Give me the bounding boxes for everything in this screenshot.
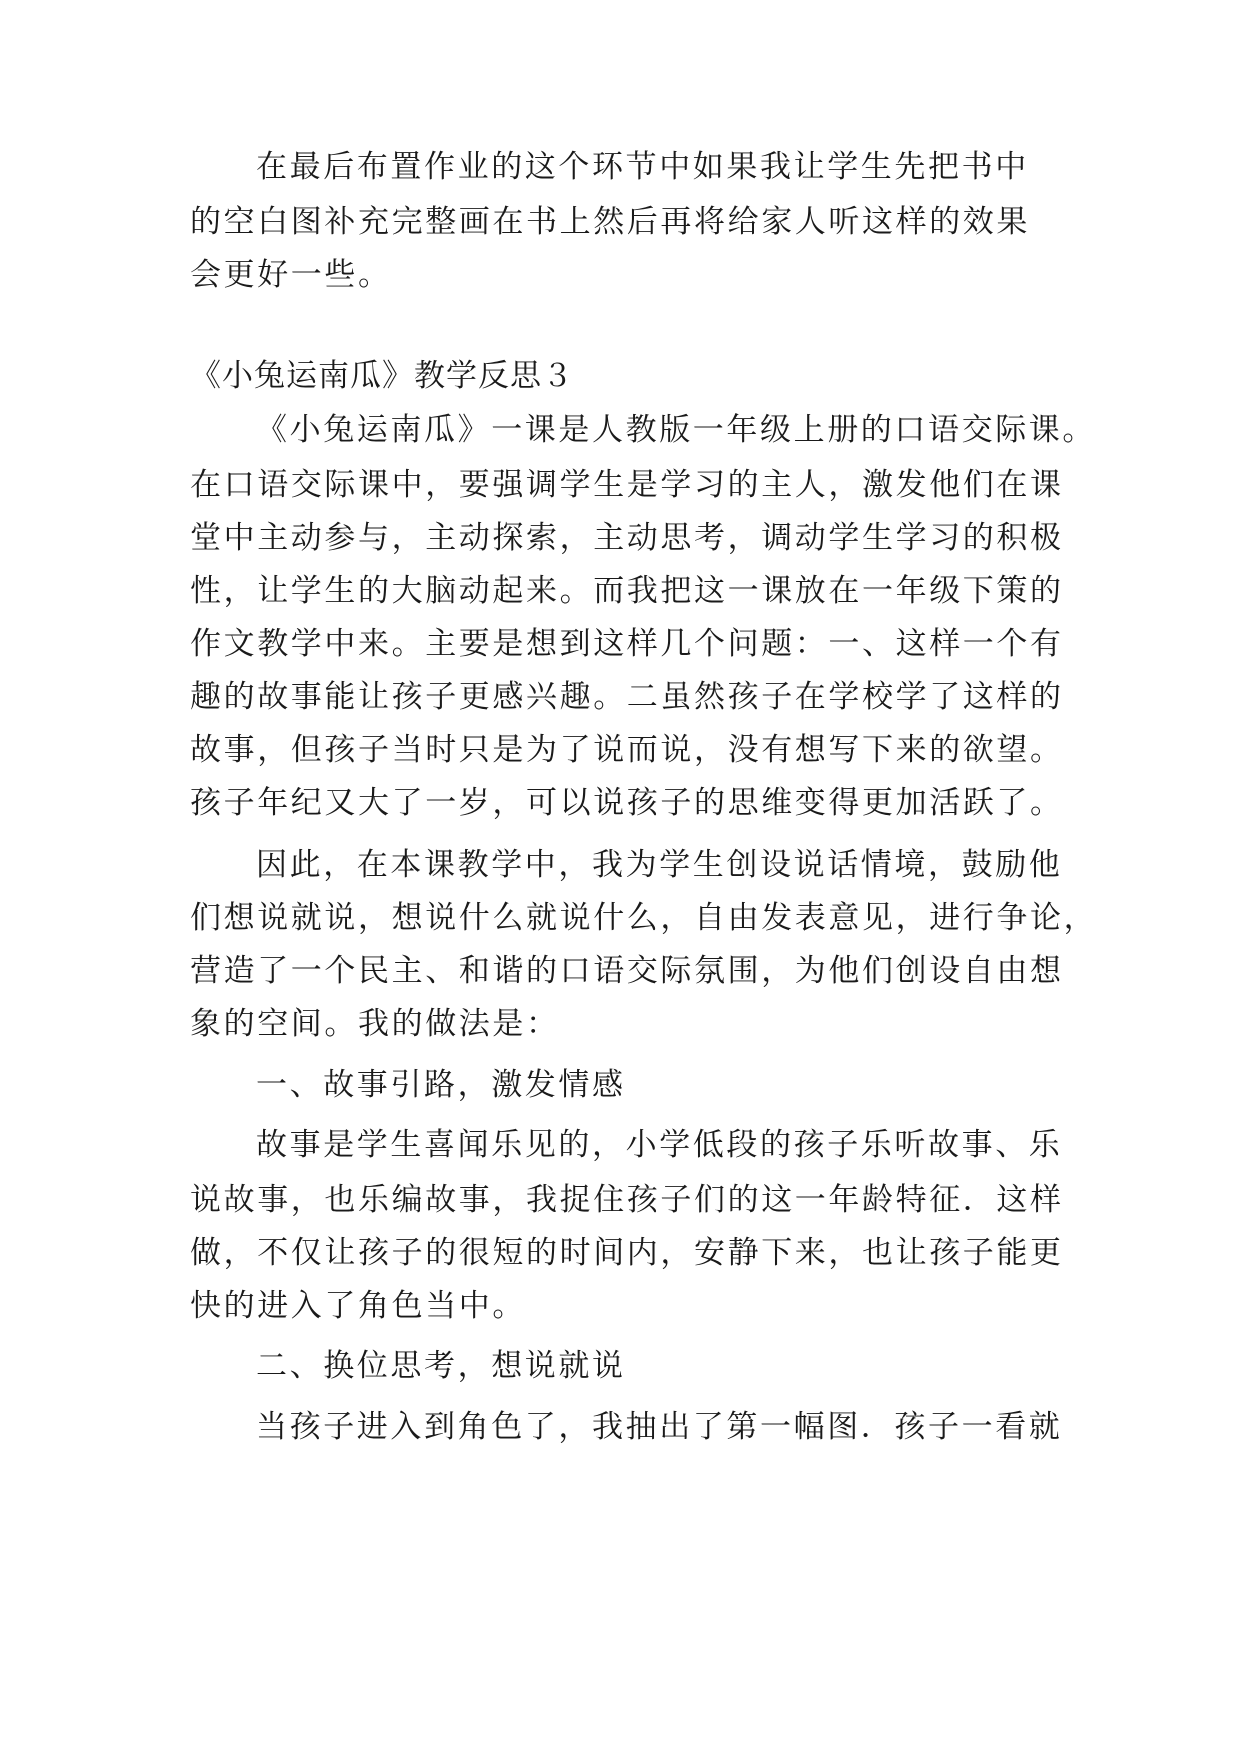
paragraph-line: 做，不仅让孩子的很短的时间内，安静下来，也让孩子能更 [190, 1235, 1064, 1271]
paragraph-line: 趣的故事能让孩子更感兴趣。二虽然孩子在学校学了这样的 [190, 679, 1064, 715]
paragraph-line: 性，让学生的大脑动起来。而我把这一课放在一年级下策的 [190, 573, 1064, 609]
paragraph-line: 们想说就说，想说什么就说什么，自由发表意见，进行争论， [190, 900, 1098, 936]
paragraph-line: 会更好一些。 [190, 257, 392, 293]
section-title: 《小兔运南瓜》教学反思３ [190, 358, 574, 394]
paragraph-line: 当孩子进入到角色了，我抽出了第一幅图．孩子一看就 [256, 1409, 1063, 1445]
paragraph-line: 堂中主动参与，主动探索，主动思考，调动学生学习的积极 [190, 520, 1064, 556]
paragraph-line: 因此，在本课教学中，我为学生创设说话情境，鼓励他 [256, 847, 1063, 883]
paragraph-line: 作文教学中来。主要是想到这样几个问题：一、这样一个有 [190, 626, 1064, 662]
paragraph-line: 象的空间。我的做法是： [190, 1006, 560, 1042]
paragraph-line: 快的进入了角色当中。 [190, 1288, 526, 1324]
paragraph-line: 《小兔运南瓜》一课是人教版一年级上册的口语交际课。 [256, 412, 1096, 448]
subheading: 一、故事引路，激发情感 [256, 1067, 626, 1103]
paragraph-line: 在最后布置作业的这个环节中如果我让学生先把书中 [256, 149, 1029, 185]
paragraph-line: 说故事，也乐编故事，我捉住孩子们的这一年龄特征．这样 [190, 1182, 1064, 1218]
subheading: 二、换位思考，想说就说 [256, 1348, 626, 1384]
paragraph-line: 孩子年纪又大了一岁，可以说孩子的思维变得更加活跃了。 [190, 785, 1064, 821]
paragraph-line: 营造了一个民主、和谐的口语交际氛围，为他们创设自由想 [190, 953, 1064, 989]
paragraph-line: 故事是学生喜闻乐见的，小学低段的孩子乐听故事、乐 [256, 1127, 1063, 1163]
paragraph-line: 故事，但孩子当时只是为了说而说，没有想写下来的欲望。 [190, 732, 1064, 768]
paragraph-line: 的空白图补充完整画在书上然后再将给家人听这样的效果 [190, 204, 1030, 240]
paragraph-line: 在口语交际课中，要强调学生是学习的主人，激发他们在课 [190, 467, 1064, 503]
